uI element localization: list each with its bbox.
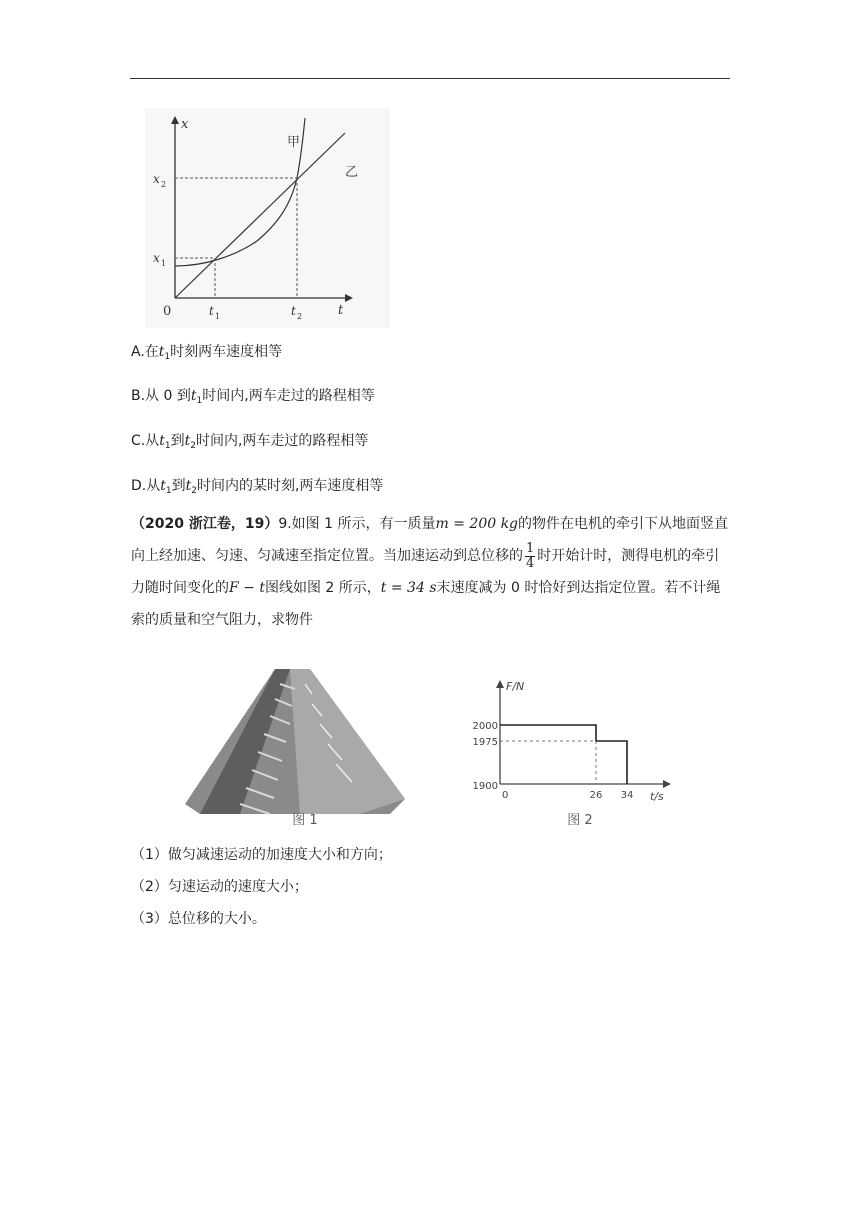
t2-label: t xyxy=(291,304,296,318)
t1-label: t xyxy=(209,304,214,318)
tick-26: 26 xyxy=(589,790,603,801)
problem-text-3: 时开始计时，测得电机的牵引力随时间变化的 xyxy=(131,548,720,596)
option-a-text: A.在 xyxy=(131,344,159,360)
problem-text-1: 9.如图 1 所示，有一质量 xyxy=(278,516,436,532)
t1-sub: 1 xyxy=(215,312,221,321)
tick-1975: 1975 xyxy=(472,737,498,748)
fig2-x-label: t/s xyxy=(650,790,664,803)
tick-2000: 2000 xyxy=(472,721,498,732)
problem-source: （2020 浙江卷，19） xyxy=(131,516,279,532)
option-a-var: t xyxy=(158,344,165,360)
option-a-sub: 1 xyxy=(164,352,171,362)
figure-1-building-photo xyxy=(180,664,410,834)
option-b-sub: 1 xyxy=(196,396,203,406)
fig2-y-label: F/N xyxy=(506,680,525,693)
problem-text-4: 图线如图 2 所示， xyxy=(264,580,381,596)
option-c-text: C.从 xyxy=(131,433,160,449)
graph-background xyxy=(145,108,390,328)
t-axis-fig2-arrow xyxy=(663,780,671,788)
problem-ft: F − t xyxy=(229,580,265,596)
question-2: （2）匀速运动的速度大小； xyxy=(131,879,308,895)
option-d-var: t xyxy=(160,478,166,494)
problem-text-2: 的物件在电机的牵引下从地面竖直向上经加速、匀速、匀减速至指定位置。当加速运动到总位移的 xyxy=(131,516,729,564)
problem-mass: m = 200 kg xyxy=(435,516,519,532)
problem-tval: t = 34 s xyxy=(380,580,437,596)
option-d-sub: 1 xyxy=(165,486,172,496)
option-a xyxy=(131,342,282,367)
option-c-sub2: 2 xyxy=(190,441,196,451)
tick-0: 0 xyxy=(502,790,509,801)
option-d-sub2: 2 xyxy=(191,486,197,496)
fraction-denominator: 4 xyxy=(526,555,535,571)
problem-paragraph xyxy=(131,508,731,636)
f-axis-arrow xyxy=(496,680,504,688)
x-axis-label: x xyxy=(181,117,189,132)
option-d-text-end: 时间内的某时刻,两车速度相等 xyxy=(196,478,384,494)
x2-sub: 2 xyxy=(161,180,167,189)
t-axis-label: t xyxy=(338,303,344,318)
option-b-text: B.从 0 到 xyxy=(131,388,191,404)
figure-1-caption: 图 1 xyxy=(292,813,318,828)
option-c-mid: 到 xyxy=(170,433,185,449)
figure-2-caption: 图 2 xyxy=(567,813,593,828)
question-1: （1）做匀减速运动的加速度大小和方向； xyxy=(131,847,392,863)
tick-34: 34 xyxy=(620,790,634,801)
x1-label: x xyxy=(153,251,160,265)
question-3: （3）总位移的大小。 xyxy=(131,911,266,927)
fraction-numerator: 1 xyxy=(526,540,535,556)
curve-jia-label: 甲 xyxy=(287,135,301,150)
building-right-face xyxy=(290,669,405,814)
option-a-text-end: 时刻两车速度相等 xyxy=(170,344,283,360)
force-step-line xyxy=(500,725,627,784)
option-b xyxy=(131,386,375,411)
option-c-text-end: 时间内,两车走过的路程相等 xyxy=(195,433,369,449)
option-d-var2: t xyxy=(185,478,192,494)
option-d xyxy=(131,476,383,501)
option-c-var2: t xyxy=(184,433,191,449)
problem-fraction xyxy=(525,542,535,571)
line-yi-label: 乙 xyxy=(345,165,359,180)
header-rule xyxy=(130,78,730,79)
option-c-var: t xyxy=(159,433,165,449)
option-c-sub: 1 xyxy=(164,441,171,451)
figure-2-ft-graph xyxy=(460,676,680,836)
option-d-mid: 到 xyxy=(171,478,186,494)
xt-graph xyxy=(145,108,390,328)
option-b-var: t xyxy=(190,388,197,404)
option-d-text: D.从 xyxy=(131,478,161,494)
x2-label: x xyxy=(153,172,160,186)
option-c xyxy=(131,431,368,456)
option-b-text-end: 时间内,两车走过的路程相等 xyxy=(202,388,375,404)
origin-label: 0 xyxy=(163,304,172,319)
tick-1900: 1900 xyxy=(472,781,498,792)
problem-text-5: 末速度减为 0 时恰好到达指定位置。若不计绳索的质量和空气阻力，求物件 xyxy=(131,580,721,628)
t2-sub: 2 xyxy=(297,312,303,321)
x1-sub: 1 xyxy=(161,259,167,268)
